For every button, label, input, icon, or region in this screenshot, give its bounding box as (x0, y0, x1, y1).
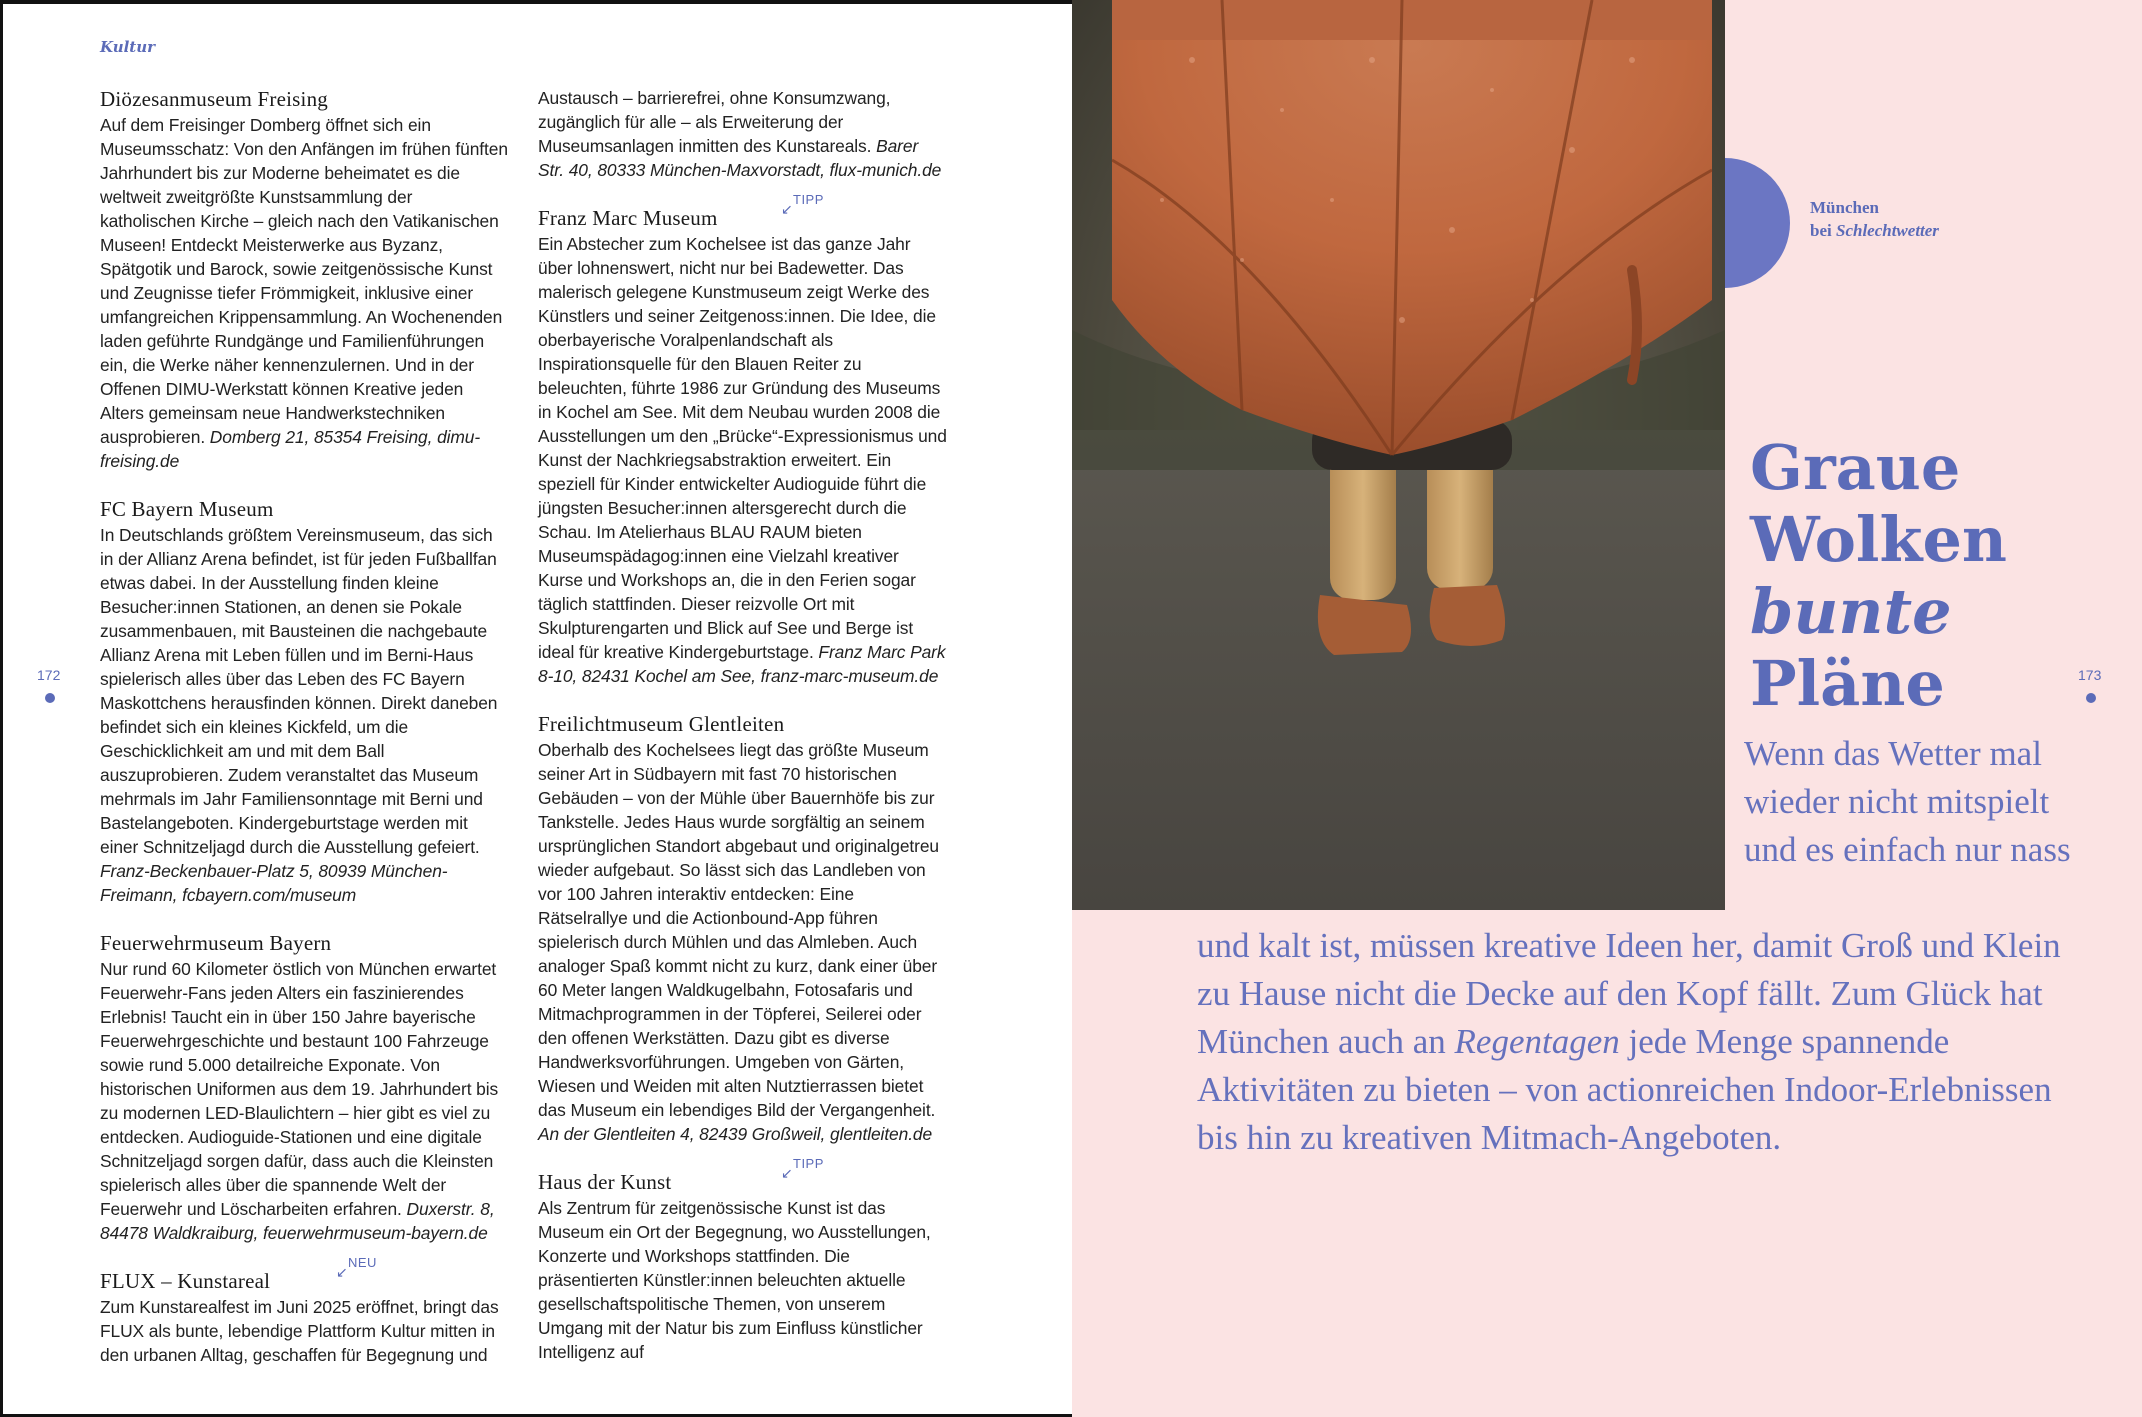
entry-text: Nur rund 60 Kilometer östlich von München erwartet Feuerwehr-Fans jeden Alters ein faszinierendes Erlebnis! Taucht ein in über 150 Jahre bayerische Feuerwehrgeschichte und bestaunt 100 Fahrzeuge sowie rund 5.000 detailreiche Exponate. Von historischen Uniformen aus dem 19. Jahrhundert bis zu modernen LED-Blaulichtern – hier gibt es viel zu entdecken. Audioguide-Stationen und eine digitale Schnitzeljagd sorgen dafür, dass auch die Kleinsten spielerisch alles über die spannende Welt der Feuerwehr und Löscharbeiten erfahren. Duxerstr. 8, 84478 Waldkraiburg, feuerwehrmuseum-bayern.de (100, 959, 499, 1243)
page-number-left: 172 (37, 667, 61, 683)
entry-tag: ↙ TIPP (781, 192, 824, 217)
entry-address: An der Glentleiten 4, 82439 Großweil, glentleiten.de (538, 1124, 933, 1144)
museum-entry (100, 1255, 510, 1367)
section-label: Kultur (100, 38, 156, 56)
headline-line-2: Wolken (1750, 503, 2007, 576)
entry-text: Als Zentrum für zeitgenössische Kunst ist das Museum ein Ort der Begegnung, wo Ausstellungen, Konzerte und Workshops stattfinden. Die präsentierten Künstler:innen beleuchten aktuelle gesellschaftspolitische Themen, von unserem Umgang mit der Natur bis zum Einfluss künstlicher Intelligenz auf (538, 1198, 931, 1362)
museum-entry (100, 496, 510, 907)
entry-text: Ein Abstecher zum Kochelsee ist das ganze Jahr über lohnenswert, nicht nur bei Badewetter. Das malerisch gelegene Kunstmuseum zeigt Werke des Künstlers und seiner Zeitgenoss:innen. Die Idee, die oberbayerische Voralpenlandschaft als Inspirationsquelle für den Blauen Reiter zu beleuchten, führte 1986 zur Gründung des Museums in Kochel am See. Mit dem Neubau wurden 2008 die Ausstellungen um den „Brücke“-Expressionismus und Kunst der Nachkriegsabstraktion erweitert. Ein speziell für Kinder entwickelter Audioguide führt die jüngsten Besucher:innen altersgerecht durch die Schau. Im Atelierhaus BLAU RAUM bieten Museumspädagog:innen eine Vielzahl kreativer Kurse und Workshops an, die in den Ferien sogar täglich stattfinden. Dieser reizvolle Ort mit Skulpturengarten und Blick auf See und Berge ist ideal für kreative Kindergeburtstage. Franz Marc Park 8-10, 82431 Kochel am See, franz-marc-museum.de (538, 234, 947, 686)
arrow-icon: ↙ (781, 1165, 794, 1181)
column-2 (538, 86, 948, 1387)
entry-title: FLUX – Kunstareal (100, 1269, 271, 1293)
page-dot-left (45, 693, 55, 703)
entry-address: Barer Str. 40, 80333 München-Maxvorstadt, flux-munich.de (538, 136, 942, 180)
city-name: München (1810, 198, 1879, 217)
museum-entry (100, 930, 510, 1245)
headline-line-3: bunte (1750, 575, 1952, 648)
entry-title: FC Bayern Museum (100, 497, 274, 521)
museum-entry (100, 86, 510, 473)
intro-text-part-2: und kalt ist, müssen kreative Ideen her, damit Groß und Klein zu Hause nicht die Decke auf den Kopf fällt. Zum Glück hat München auch an Regentagen jede Menge spannende Aktivitäten zu bieten – von actionreichen Indoor-Erlebnissen bis hin zu kreativen Mitmach-Angeboten. (1197, 926, 2061, 1157)
page-dot-right (2086, 693, 2096, 703)
entry-tag: ↙ TIPP (781, 1156, 824, 1181)
entry-title: Diözesanmuseum Freising (100, 87, 328, 111)
entry-address: Franz Marc Park 8-10, 82431 Kochel am See, franz-marc-museum.de (538, 642, 946, 686)
museum-entry (538, 86, 948, 182)
intro-text-part-1: Wenn das Wetter mal wieder nicht mitspielt und es einfach nur nass (1744, 734, 2071, 869)
entry-text: In Deutschlands größtem Vereinsmuseum, das sich in der Allianz Arena befindet, ist für jeden Fußballfan etwas dabei. In der Ausstellung finden kleine Besucher:innen Stationen, an denen sie Pokale zusammenbauen, mit Bausteinen die nachgebaute Allianz Arena mit Leben füllen und im Berni-Haus spielerisch alles über das Leben des FC Bayern Maskottchens herausfinden können. Direkt daneben befindet sich ein kleines Kickfeld, um die Geschicklichkeit am und mit dem Ball auszuprobieren. Zudem veranstaltet das Museum mehrmals im Jahr Familiensonntage mit Berni und Bastelangeboten. Kindergeburtstage werden mit einer Schnitzeljagd durch die Ausstellung gefeiert. Franz-Beckenbauer-Platz 5, 80939 München-Freimann, fcbayern.com/museum (100, 525, 498, 905)
column-1 (100, 86, 510, 1390)
entry-text: Auf dem Freisinger Domberg öffnet sich ein Museumsschatz: Von den Anfängen im frühen fünften Jahrhundert bis zur Moderne beheimatet es die weltweit zweitgrößte Kunstsammlung der katholischen Kirche – gleich nach den Vatikanischen Museen! Entdeckt Meisterwerke aus Byzanz, Spätgotik und Barock, sowie zeitgenössische Kunst und Zeugnisse tiefer Frömmigkeit, inklusive einer umfangreichen Krippensammlung. An Wochenenden laden geführte Rundgänge und Familienführungen ein, die Werke näher kennenzulernen. Und in der Offenen DIMU-Werkstatt können Kreative jeden Alters gemeinsam neue Handwerkstechniken ausprobieren. Domberg 21, 85354 Freising, dimu-freising.de (100, 115, 508, 471)
entry-address: Domberg 21, 85354 Freising, dimu-freising.de (100, 427, 481, 471)
entry-title: Franz Marc Museum (538, 206, 718, 230)
entry-title: Feuerwehrmuseum Bayern (100, 931, 332, 955)
entry-address: Franz-Beckenbauer-Platz 5, 80939 München-Freimann, fcbayern.com/museum (100, 861, 448, 905)
city-subtitle: bei Schlechtwetter (1810, 221, 1939, 240)
museum-entry (538, 711, 948, 1146)
entry-address: Duxerstr. 8, 84478 Waldkraiburg, feuerwehrmuseum-bayern.de (100, 1199, 495, 1243)
city-tag (1810, 196, 1939, 242)
page-number-right: 173 (2078, 667, 2102, 683)
headline-line-4: Pläne (1750, 647, 1945, 720)
museum-entry (538, 192, 948, 688)
umbrella-photo (1072, 0, 1725, 910)
arrow-icon: ↙ (336, 1264, 349, 1280)
entry-title: Freilichtmuseum Glentleiten (538, 712, 785, 736)
entry-text: Oberhalb des Kochelsees liegt das größte Museum seiner Art in Südbayern mit fast 70 historischen Gebäuden – von der Mühle über Bauernhöfe bis zur Tankstelle. Jedes Haus wurde sorgfältig an seinem ursprünglichen Standort abgebaut und originalgetreu wieder aufgebaut. So lässt sich das Landleben von vor 100 Jahren interaktiv entdecken: Eine Rätselrallye und die Actionbound-App führen spielerisch durch Mühlen und das Almleben. Auch analoger Spaß kommt nicht zu kurz, dank einer über 60 Meter langen Waldkugelbahn, Fotosafaris und Mitmachprogrammen in der Töpferei, Seilerei oder den offenen Werkstätten. Dazu gibt es diverse Handwerksvorführungen. Umgeben von Gärten, Wiesen und Weiden mit alten Nutztierrassen bietet das Museum ein lebendiges Bild der Vergangenheit. An der Glentleiten 4, 82439 Großweil, glentleiten.de (538, 740, 939, 1144)
entry-title: Haus der Kunst (538, 1170, 672, 1194)
entry-text: Zum Kunstarealfest im Juni 2025 eröffnet, bringt das FLUX als bunte, lebendige Plattform Kultur mitten in den urbanen Alltag, geschaffen für Begegnung und (100, 1297, 499, 1365)
museum-entry (538, 1156, 948, 1364)
arrow-icon: ↙ (781, 201, 794, 217)
entry-tag: ↙ NEU (336, 1255, 377, 1280)
headline-line-1: Graue (1750, 431, 1961, 504)
entry-text: Austausch – barrierefrei, ohne Konsumzwang, zugänglich für alle – als Erweiterung der Museumsanlagen inmitten des Kunstareals. Barer Str. 40, 80333 München-Maxvorstadt, flux-munich.de (538, 88, 942, 180)
headline (1750, 432, 2007, 720)
